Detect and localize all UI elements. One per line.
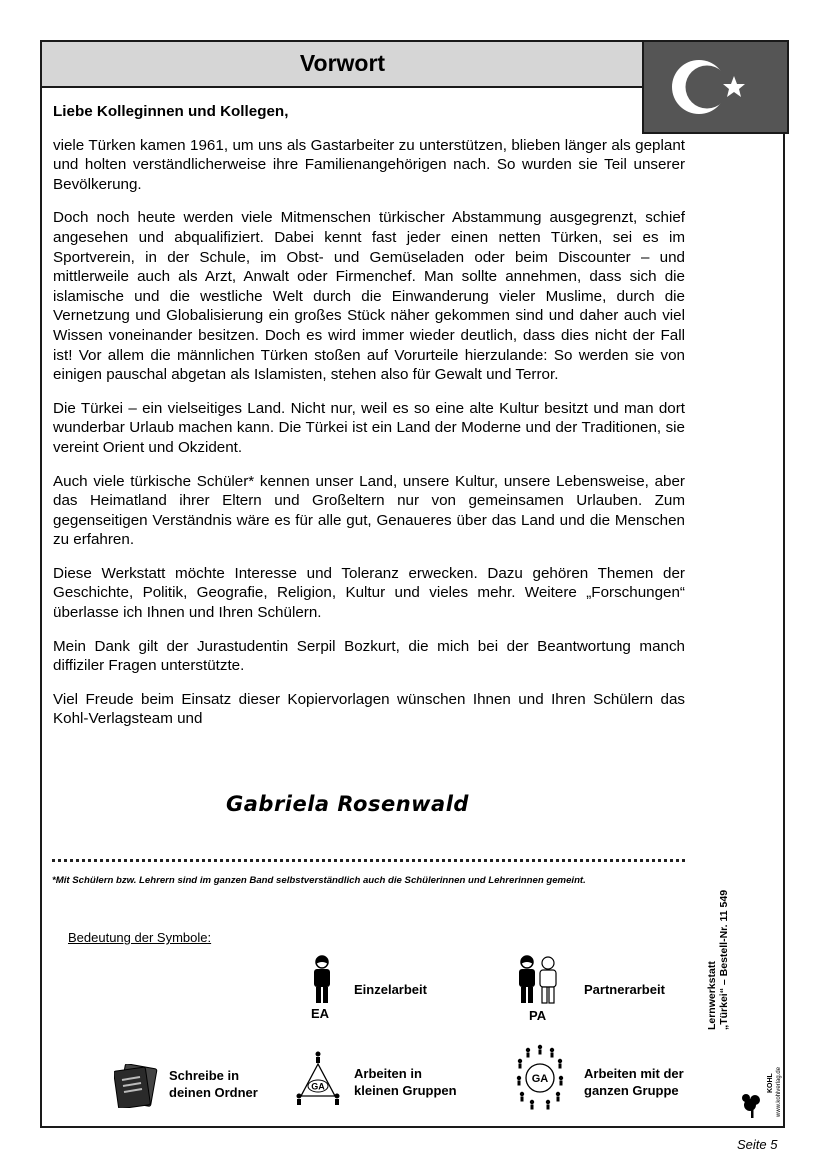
paragraph-2: Doch noch heute werden viele Mitmenschen türkischer Abstammung ausgegrenzt, schief angesehen und abqualifiziert. Dabei kennt fast jeder einen netten Türken, sei es im Sportverein, in der Schule, im Obst- und Gemüseladen oder beim Discounter – und mittlerweile auch als Arzt, Anwalt oder Firmenchef. Man sollte annehmen, dass sich die islamische und die westliche Welt durch die Einwanderung vieler Muslime, durch die Vernetzung und Globalisierung ein großes Stück näher gekommen sind und daher auch viel Wissen voneinander besitzen. Doch es wird immer wieder deutlich, dass dies nicht der Fall ist! Vor allem die männlichen Türken stoßen auf Vorurteile hierzulande: So werden sie von einigen pauschal abgetan als Islamisten, stehen also für Gewalt und Terror. (53, 209, 685, 384)
paragraph-7: Viel Freude beim Einsatz dieser Kopiervorlagen wünschen Ihnen und Ihren Schülern das Kohl-Verlagsteam und (53, 690, 685, 728)
paragraph-6: Mein Dank gilt der Jurastudentin Serpil Bozkurt, die mich bei der Beantwortung manch diffiziler Fragen unterstützte. (53, 637, 685, 675)
ganzgruppe-line2: ganzen Gruppe (584, 1083, 679, 1098)
sidebar-line2: „Türkei“ – Bestell-Nr. 11 549 (718, 889, 730, 1031)
kleingruppe-line2: kleinen Gruppen (354, 1083, 457, 1098)
greeting: Liebe Kolleginnen und Kollegen, (53, 103, 289, 120)
pa-code: PA (529, 1008, 547, 1023)
whole-group-icon (516, 1044, 564, 1110)
signature: Gabriela Rosenwald (226, 792, 469, 816)
kohl-logo (742, 1045, 782, 1121)
paragraph-1: viele Türken kamen 1961, um uns als Gastarbeiter zu unterstützen, blieben länger als geplant und holten verständlicherweise ihre Familienangehörigen nach. So wurden sie Teil unserer Bevölkerung. (53, 136, 685, 193)
single-person-icon (308, 955, 336, 1005)
sidebar-line1: Lernwerkstatt (706, 961, 718, 1031)
partner-icon (516, 955, 560, 1005)
publisher-name: KOHL (767, 1073, 774, 1093)
paragraph-5: Diese Werkstatt möchte Interesse und Toleranz erwecken. Dazu gehören Themen der Geschichte, Politik, Geografie, Religion, Kultur und vieles mehr. Weitere „Forschungen“ überlasse ich Ihnen und Ihren Schülern. (53, 564, 685, 622)
sidebar-text (706, 890, 730, 1030)
legend-label-text: Bedeutung der Symbole (68, 930, 208, 945)
ordner-line2: deinen Ordner (169, 1085, 258, 1100)
page-title: Vorwort (299, 50, 386, 76)
ganzgruppe-label (584, 1065, 684, 1099)
paragraph-3: Die Türkei – ein vielseitiges Land. Nicht nur, weil es so eine alte Kultur besitzt und man dort wunderbar Urlaub machen kann. Die Türkei ist ein Land der Moderne und der Traditionen, sie vereint Orient und Okzident. (53, 399, 685, 456)
svg-text:GA: GA (531, 1073, 549, 1085)
dotted-divider (52, 859, 685, 862)
ea-code: EA (311, 1006, 330, 1021)
title-bar (42, 42, 643, 88)
folder-icon (114, 1064, 162, 1108)
svg-text:GA: GA (311, 1081, 325, 1092)
legend-colon: : (207, 930, 212, 945)
publisher-url: www.kohlverlag.de (776, 1066, 782, 1117)
ordner-line1: Schreibe in (169, 1068, 240, 1083)
legend-label (68, 930, 211, 945)
small-group-icon (295, 1050, 341, 1106)
page-number: Seite 5 (737, 1137, 778, 1152)
partnerarbeit-label: Partnerarbeit (584, 982, 665, 997)
body-text (53, 102, 685, 743)
footnote: *Mit Schülern bzw. Lehrern sind im ganzen Band selbstverständlich auch die Schülerinnen und Lehrerinnen gemeint. (52, 875, 586, 886)
kleingruppe-label (354, 1065, 457, 1099)
ganzgruppe-line1: Arbeiten mit der (584, 1066, 684, 1081)
kleingruppe-line1: Arbeiten in (354, 1066, 422, 1081)
paragraph-4: Auch viele türkische Schüler* kennen unser Land, unsere Kultur, unsere Lebensweise, aber das Heimatland ihrer Eltern und Großeltern nur von gemeinsamen Urlauben. Zum gegenseitigen Verständnis wäre es für alle gut, Genaueres über das Land und die Menschen zu erfahren. (53, 472, 685, 549)
ordner-label (169, 1067, 258, 1101)
einzelarbeit-label: Einzelarbeit (354, 982, 427, 997)
publisher-sidebar (694, 840, 742, 1080)
